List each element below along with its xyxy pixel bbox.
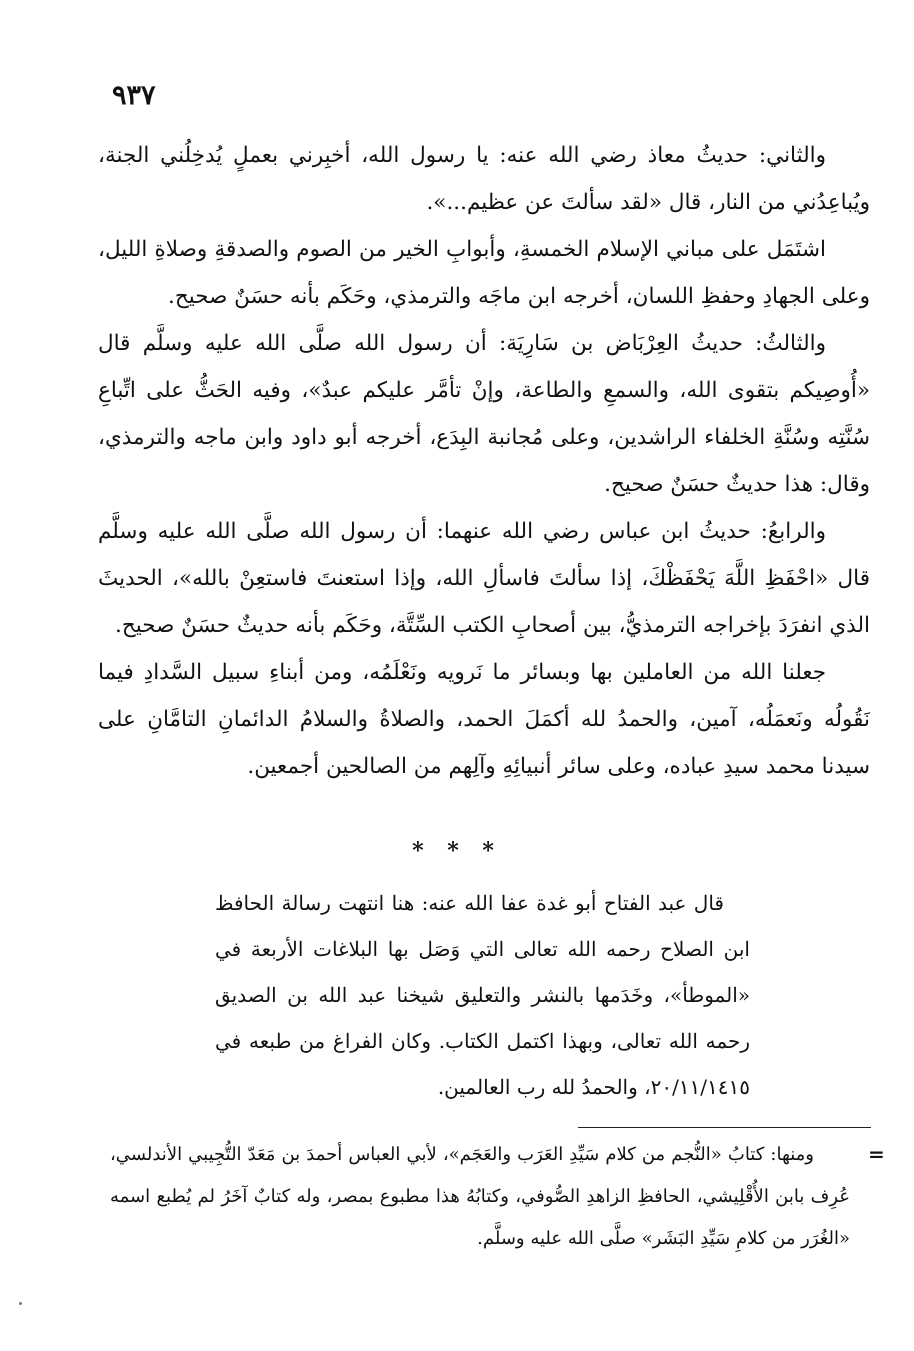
editor-note xyxy=(215,880,750,1110)
paragraph-third-hadith: والثالثُ: حديثُ العِرْبَاض بن سَارِيَة: أن رسول الله صلَّى الله عليه وسلَّم قال «أُوصِيكم بتقوى الله، والسمعِ والطاعة، وإنْ تأمَّر عليكم عبدٌ»، وفيه الحَثُّ على اتِّباعِ سُنَّتِه وسُنَّةِ الخلفاء الراشدين، وعلى مُجانبة البِدَع، أخرجه أبو داود وابن ماجه والترمذي، وقال: هذا حديثٌ حسَنٌ صحيح. xyxy=(98,331,870,497)
footnote-text: ومنها: كتابُ «النُّجم من كلام سَيِّدِ العَرَب والعَجَم»، لأبي العباس أحمدَ بن مَعَدّ التُّجِيبي الأندلسي، عُرِف بابن الأُقْلِيشي، الحافظِ الزاهدِ الصُّوفي، وكتابُهُ هذا مطبوع بمصر، وله كتابٌ آخَرُ لم يُطبع اسمه «الغُرَر من كلامِ سَيِّدِ البَشَر» صلَّى الله عليه وسلَّم. xyxy=(110,1144,850,1249)
editor-note-text: قال عبد الفتاح أبو غدة عفا الله عنه: هنا انتهت رسالة الحافظ ابن الصلاح رحمه الله تعالى التي وَصَل بها البلاغات الأربعة في «الموطأ»، وخَدَمها بالنشر والتعليق شيخنا عبد الله بن الصديق رحمه الله تعالى، وبهذا اكتمل الكتاب. وكان الفراغ من طبعه في ٢٠/١١/١٤١٥، والحمدُ لله رب العالمين. xyxy=(215,891,750,1099)
paragraph-commentary: اشتَمَل على مباني الإسلام الخمسةِ، وأبوابِ الخير من الصوم والصدقةِ وصلاةِ الليل، وعلى الجهادِ وحفظِ اللسان، أخرجه ابن ماجَه والترمذي، وحَكَم بأنه حسَنٌ صحيح. xyxy=(98,237,870,309)
footnote xyxy=(110,1134,850,1260)
paragraph-second-hadith: والثاني: حديثُ معاذ رضي الله عنه: يا رسول الله، أخبِرني بعملٍ يُدخِلُني الجنة، ويُباعِدُني من النار، قال «لقد سألتَ عن عظيم...». xyxy=(98,143,870,215)
section-separator: * * * xyxy=(412,838,502,864)
page-number: ٩٣٧ xyxy=(112,80,156,111)
footnote-continuation-marker: = xyxy=(868,1142,885,1166)
paragraph-closing-prayer: جعلنا الله من العاملين بها وبسائر ما نَرويه ونَعْلَمُه، ومن أبناءِ سبيل السَّدادِ فيما نَقُولُه ونَعمَلُه، آمين، والحمدُ لله أكمَلَ الحمد، والصلاةُ والسلامُ الدائمانِ التامَّانِ على سيدنا محمد سيدِ عباده، وعلى سائر أنبيائِهِ وآلِهم من الصالحين أجمعين. xyxy=(98,660,870,779)
paragraph-fourth-hadith: والرابعُ: حديثُ ابن عباس رضي الله عنهما: أن رسول الله صلَّى الله عليه وسلَّم قال «احْفَظِ اللَّهَ يَحْفَظْكَ، إذا سألتَ فاسألِ الله، وإذا استعنتَ فاستعِنْ بالله»، الحديثَ الذي انفرَدَ بإخراجه الترمذيُّ، بين أصحابِ الكتب السِّتَّة، وحَكَم بأنه حديثٌ حسَنٌ صحيح. xyxy=(98,519,870,638)
footnote-divider xyxy=(578,1127,871,1128)
main-text xyxy=(98,132,870,790)
scan-speck xyxy=(19,1302,22,1305)
